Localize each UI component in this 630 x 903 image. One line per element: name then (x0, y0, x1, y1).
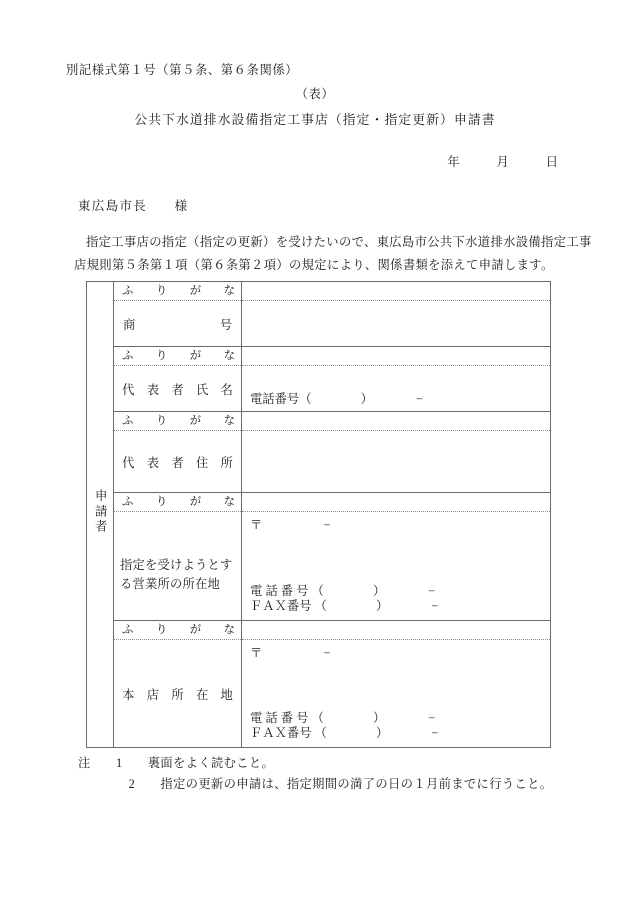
value-input-area[interactable] (242, 366, 550, 411)
furigana-char: り (155, 350, 168, 362)
telephone-fax-fields[interactable] (250, 711, 438, 741)
table-row (87, 347, 551, 412)
table-row (87, 412, 551, 493)
furigana-input-area[interactable] (242, 347, 550, 366)
label-line-1: 指定を受けようとす (120, 558, 233, 572)
body-line-2: 店規則第５条第１項（第６条第２項）の規定により、関係書類を添えて申請します。 (74, 258, 554, 272)
telephone-fax-fields[interactable] (250, 584, 438, 614)
furigana-char: ふ (122, 496, 134, 508)
furigana-input-area[interactable] (242, 621, 550, 640)
telephone-field[interactable]: 電 話 番 号 （ ） − (250, 584, 436, 598)
furigana-char: り (155, 496, 168, 508)
side-marker: （表） (295, 87, 335, 101)
furigana-char: な (223, 285, 235, 297)
furigana-strip (114, 493, 241, 512)
furigana-input-area[interactable] (242, 493, 550, 512)
furigana-char: り (155, 415, 168, 427)
applicant-label-cell (87, 282, 114, 748)
value-input-area[interactable] (242, 640, 550, 747)
value-input-area[interactable] (242, 301, 550, 346)
telephone-field[interactable]: 電話番号（ ） − (250, 392, 423, 406)
postal-code-field[interactable]: 〒 − (250, 518, 331, 532)
postal-code-field[interactable]: 〒 − (250, 646, 331, 660)
furigana-char: が (189, 285, 202, 297)
value-input-area[interactable] (242, 512, 550, 620)
row-value-head-office-address[interactable] (242, 621, 551, 748)
label-text (114, 301, 241, 346)
furigana-char: な (223, 496, 235, 508)
note-item: 注 1 裏面をよく読むこと。 (78, 756, 275, 770)
row-label-head-office-address (114, 621, 242, 748)
label-part: 商 (123, 317, 136, 332)
furigana-char: が (189, 350, 202, 362)
furigana-char: ふ (122, 415, 134, 427)
row-value-shogo[interactable] (242, 282, 551, 347)
furigana-char: ふ (122, 350, 134, 362)
furigana-strip (114, 347, 241, 366)
applicant-table (86, 281, 551, 748)
furigana-char: な (223, 415, 235, 427)
body-line-1: 指定工事店の指定（指定の更新）を受けたいので、東広島市公共下水道排水設備指定工事 (86, 235, 592, 249)
furigana-char: な (223, 350, 235, 362)
fax-field[interactable]: ＦＡＸ番号 （ ） − (250, 599, 439, 613)
applicant-vertical-label: 申請者 (93, 488, 108, 536)
note-item: 2 指定の更新の申請は、指定期間の満了の日の１月前までに行うこと。 (78, 777, 553, 791)
furigana-strip (114, 282, 241, 301)
date-line: 年 月 日 (447, 155, 558, 169)
telephone-field[interactable]: 電 話 番 号 （ ） − (250, 711, 436, 725)
furigana-char: り (155, 285, 168, 297)
furigana-char: り (155, 624, 168, 636)
furigana-char: ふ (122, 624, 134, 636)
label-text: 代 表 者 氏 名 (122, 382, 233, 397)
furigana-char: な (223, 624, 235, 636)
label-line-2: る営業所の所在地 (120, 577, 220, 591)
row-label-representative-address (114, 412, 242, 493)
row-label-office-address (114, 493, 242, 621)
page-title: 公共下水道排水設備指定工事店（指定・指定更新）申請書 (134, 113, 496, 127)
furigana-char: が (189, 415, 202, 427)
furigana-char: ふ (122, 285, 134, 297)
form-number: 別記様式第１号（第５条、第６条関係） (66, 63, 299, 77)
furigana-input-area[interactable] (242, 282, 550, 301)
label-part: 号 (219, 317, 232, 332)
table-row (87, 282, 551, 347)
label-text (114, 512, 241, 620)
value-input-area[interactable] (242, 431, 550, 492)
row-value-representative-address[interactable] (242, 412, 551, 493)
body-text (74, 231, 592, 277)
table-row (87, 493, 551, 621)
label-text: 本 店 所 在 地 (122, 687, 233, 702)
furigana-char: が (189, 624, 202, 636)
fax-field[interactable]: ＦＡＸ番号 （ ） − (250, 726, 439, 740)
notes (78, 753, 552, 795)
row-label-shogo (114, 282, 242, 347)
label-text: 代 表 者 住 所 (122, 455, 233, 470)
row-label-representative-name (114, 347, 242, 412)
furigana-char: が (189, 496, 202, 508)
addressee: 東広島市長 様 (78, 199, 189, 213)
furigana-input-area[interactable] (242, 412, 550, 431)
furigana-strip (114, 621, 241, 640)
row-value-representative-name[interactable] (242, 347, 551, 412)
row-value-office-address[interactable] (242, 493, 551, 621)
furigana-strip (114, 412, 241, 431)
table-row (87, 621, 551, 748)
